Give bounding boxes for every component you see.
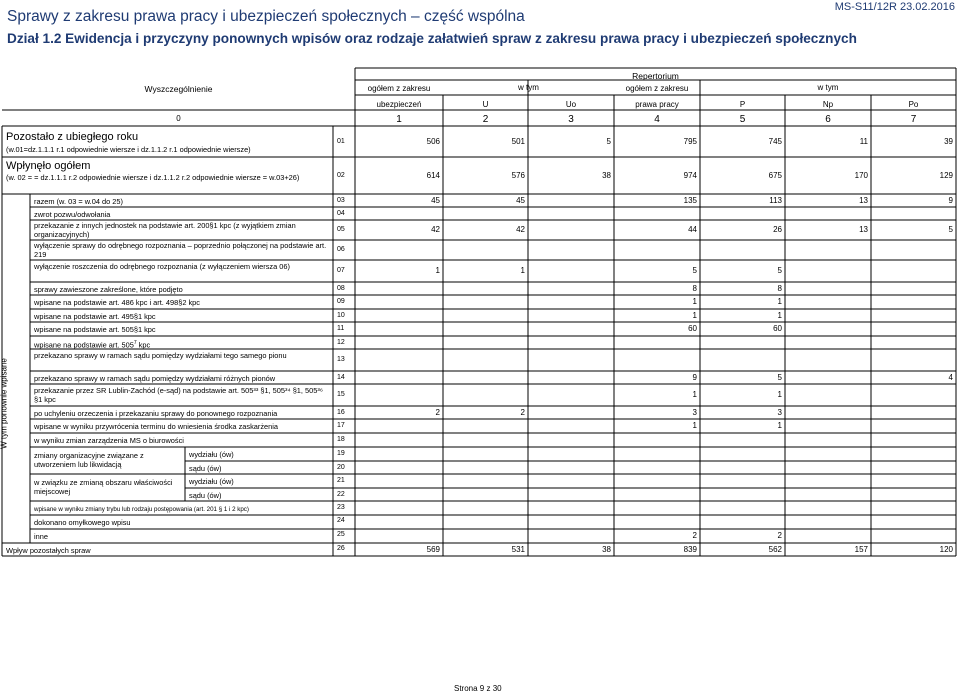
row-08-label: sprawy zawieszone zakreślone, które podjęto	[34, 285, 183, 294]
row-24-label: dokonano omyłkowego wpisu	[34, 518, 131, 527]
row-number-12: 12	[337, 338, 345, 346]
cell-05-col-7: 5	[948, 225, 953, 234]
ubezp-header-top: ogółem z zakresu	[367, 84, 431, 93]
col-number-5: 5	[739, 114, 746, 125]
row-02-title: Wpłynęło ogółem	[6, 160, 91, 172]
cell-08-col-5: 8	[777, 283, 782, 293]
cell-11-col-4: 60	[688, 324, 697, 333]
row-15-label: przekazanie przez SR Lublin-Zachód (e-sąd) na podstawie art. 505³³ §1, 505³⁴ §1, 505³⁶ §1 kpc	[34, 386, 323, 404]
col-number-1: 1	[396, 114, 402, 125]
row-number-07: 07	[337, 267, 345, 274]
col-number-2: 2	[482, 114, 489, 125]
cell-08-col-4: 8	[692, 283, 697, 293]
u-header: U	[482, 100, 489, 109]
cell-01-col-7: 39	[944, 136, 953, 146]
cell-01-col-6: 11	[859, 136, 868, 146]
col-number-7: 7	[910, 114, 917, 125]
side-label: W tym ponownie wpisane	[0, 358, 9, 449]
row-number-14: 14	[337, 373, 345, 381]
row-number-15: 15	[337, 391, 345, 398]
row-12-label: wpisane na podstawie art. $505^7$ kpc	[34, 340, 151, 350]
row-16-label: po uchyleniu orzeczenia i przekazaniu sprawy do ponownego rozpoznania	[34, 409, 278, 418]
row-06-label: wyłączenie sprawy do odrębnego rozpoznania – poprzednio połączonej na podstawie art. 219	[34, 241, 327, 259]
cell-26-col-6: 157	[854, 544, 868, 554]
col-number-6: 6	[825, 114, 831, 125]
row-number-23: 23	[337, 504, 345, 511]
row-number-16: 16	[337, 408, 345, 416]
cell-02-col-2: 576	[511, 170, 525, 180]
cell-07-col-1: 1	[435, 266, 440, 275]
row-number-18: 18	[337, 436, 345, 443]
pp-header-bottom: prawa pracy	[635, 100, 679, 109]
cell-26-col-2: 531	[511, 544, 525, 554]
row-18-label: w wyniku zmian zarządzenia MS o biurowości	[34, 436, 184, 445]
row-19-group: zmiany organizacyjne związane z utworzeniem lub likwidacją	[34, 451, 144, 469]
repertorium-header: Repertorium	[632, 71, 679, 81]
cell-25-col-4: 2	[692, 531, 697, 540]
cell-10-col-5: 1	[777, 310, 782, 320]
cell-17-col-5: 1	[777, 421, 782, 430]
cell-26-col-5: 562	[768, 544, 782, 554]
cell-14-col-7: 4	[948, 372, 953, 382]
cell-03-col-7: 9	[948, 195, 953, 205]
cell-10-col-4: 1	[692, 310, 697, 320]
cell-07-col-2: 1	[520, 266, 525, 275]
row-number-04: 04	[337, 209, 345, 217]
cell-01-col-4: 795	[683, 136, 697, 146]
cell-16-col-2: 2	[520, 407, 525, 417]
row-number-11: 11	[337, 325, 345, 332]
cell-16-col-4: 3	[692, 407, 697, 417]
row-26-label: Wpływ pozostałych spraw	[6, 546, 91, 555]
row-01-title: Pozostało z ubiegłego roku	[6, 131, 139, 143]
cell-11-col-5: 60	[773, 324, 782, 333]
row-22-label: sądu (ów)	[189, 491, 222, 500]
row-number-03: 03	[337, 196, 345, 204]
row-03-label: razem (w. 03 = w.04 do 25)	[34, 197, 123, 206]
cell-01-col-5: 745	[768, 136, 782, 146]
cell-01-col-1: 506	[426, 136, 440, 146]
col-number-4: 4	[654, 114, 660, 125]
p-header: P	[739, 100, 746, 109]
cell-03-col-1: 45	[431, 195, 440, 205]
row-02-desc: (w. 02 = = dz.1.1.1 r.2 odpowiednie wiersze i dz.1.1.2 r.2 odpowiednie wiersze = w.03+26)	[6, 173, 300, 182]
cell-26-col-4: 839	[683, 544, 697, 554]
section-title: Dział 1.2 Ewidencja i przyczyny ponownych wpisów oraz rodzaje załatwień spraw z zakresu prawa pracy i ubezpieczeń społecznych	[7, 31, 857, 46]
cell-26-col-1: 569	[426, 544, 440, 554]
row-number-25: 25	[337, 531, 345, 538]
row-number-26: 26	[337, 545, 345, 552]
row-number-05: 05	[337, 226, 345, 233]
page-title: Sprawy z zakresu prawa pracy i ubezpieczeń społecznych – część wspólna	[7, 8, 525, 25]
cell-02-col-7: 129	[939, 170, 953, 180]
col-number-0: 0	[176, 114, 181, 123]
cell-03-col-5: 113	[769, 195, 782, 205]
cell-03-col-4: 135	[683, 195, 697, 205]
cell-05-col-4: 44	[688, 225, 697, 234]
cell-17-col-4: 1	[692, 421, 697, 430]
col-number-3: 3	[568, 114, 574, 125]
page-footer: Strona 9 z 30	[454, 684, 502, 693]
cell-15-col-4: 1	[692, 390, 697, 399]
cell-26-col-7: 120	[939, 544, 953, 554]
w-tym-header-2: w tym	[817, 83, 839, 92]
cell-05-col-1: 42	[431, 225, 440, 234]
row-number-22: 22	[337, 490, 345, 498]
row-25-label: inne	[34, 532, 48, 541]
cell-02-col-4: 974	[683, 170, 697, 180]
cell-02-col-5: 675	[768, 170, 782, 180]
row-14-label: przekazano sprawy w ramach sądu pomiędzy wydziałami różnych pionów	[34, 374, 276, 383]
po-header: Po	[908, 100, 919, 109]
cell-14-col-4: 9	[692, 372, 697, 382]
np-header: Np	[822, 100, 834, 109]
row-09-label: wpisane na podstawie art. 486 kpc i art. 498§2 kpc	[34, 298, 200, 307]
cell-09-col-5: 1	[777, 297, 782, 306]
row-number-13: 13	[337, 356, 345, 363]
row-number-19: 19	[337, 450, 345, 457]
ubezp-header-bottom: ubezpieczeń	[376, 100, 422, 109]
pp-header-top: ogółem z zakresu	[625, 84, 689, 93]
row-number-24: 24	[337, 517, 345, 524]
row-05-label: przekazanie z innych jednostek na podstawie art. 200§1 kpc (z wyjątkiem zmian organizacyjnych)	[34, 221, 296, 239]
row-23-label: wpisane w wyniku zmiany trybu lub rodzaju postępowania (art. 201 § 1 i 2 kpc)	[34, 506, 249, 513]
cell-09-col-4: 1	[692, 297, 697, 306]
row-number-09: 09	[337, 298, 345, 305]
uo-header: Uo	[565, 100, 577, 109]
row-10-label: wpisane na podstawie art. 495§1 kpc	[34, 312, 156, 321]
cell-25-col-5: 2	[777, 531, 782, 540]
row-13-label: przekazano sprawy w ramach sądu pomiędzy wydziałami tego samego pionu	[34, 351, 287, 360]
row-number-17: 17	[337, 422, 345, 429]
row-number-02: 02	[337, 171, 345, 179]
cell-16-col-1: 2	[435, 407, 440, 417]
row-number-20: 20	[337, 463, 345, 471]
wyszczegolnienie-header: Wyszczególnienie	[144, 84, 213, 94]
row-number-10: 10	[337, 311, 345, 319]
cell-01-col-3: 5	[606, 136, 611, 146]
w-tym-header-1: w tym	[518, 83, 539, 92]
form-code: MS-S11/12R 23.02.2016	[834, 1, 955, 13]
cell-03-col-2: 45	[516, 195, 525, 205]
row-04-label: zwrot pozwu/odwołania	[34, 210, 111, 219]
cell-02-col-1: 614	[426, 170, 440, 180]
row-17-label: wpisane w wyniku przywrócenia terminu do wniesienia środka zaskarżenia	[34, 422, 279, 431]
cell-07-col-5: 5	[777, 266, 782, 275]
row-number-08: 08	[337, 284, 345, 292]
row-number-06: 06	[337, 246, 345, 253]
cell-05-col-6: 13	[859, 225, 868, 234]
row-number-21: 21	[337, 477, 345, 484]
row-07-label: wyłączenie roszczenia do odrębnego rozpoznania (z wyłączeniem wiersza 06)	[34, 262, 290, 271]
cell-05-col-2: 42	[516, 225, 525, 234]
cell-02-col-3: 38	[602, 170, 611, 180]
row-01-desc: (w.01=dz.1.1.1 r.1 odpowiednie wiersze i dz.1.1.2 r.1 odpowiednie wiersze)	[6, 145, 251, 154]
cell-02-col-6: 170	[854, 170, 868, 180]
cell-16-col-5: 3	[777, 407, 782, 417]
cell-01-col-2: 501	[511, 136, 525, 146]
row-21-group: w związku ze zmianą obszaru właściwości miejscowej	[34, 478, 173, 496]
cell-05-col-5: 26	[773, 225, 782, 234]
cell-15-col-5: 1	[777, 390, 782, 399]
cell-14-col-5: 5	[777, 372, 782, 382]
row-19-label: wydziału (ów)	[189, 450, 234, 459]
row-11-label: wpisane na podstawie art. 505§1 kpc	[34, 325, 156, 334]
row-number-01: 01	[337, 137, 345, 145]
cell-07-col-4: 5	[692, 266, 697, 275]
row-20-label: sądu (ów)	[189, 464, 222, 473]
cell-26-col-3: 38	[602, 544, 611, 554]
row-21-label: wydziału (ów)	[189, 477, 234, 486]
cell-03-col-6: 13	[859, 195, 868, 205]
